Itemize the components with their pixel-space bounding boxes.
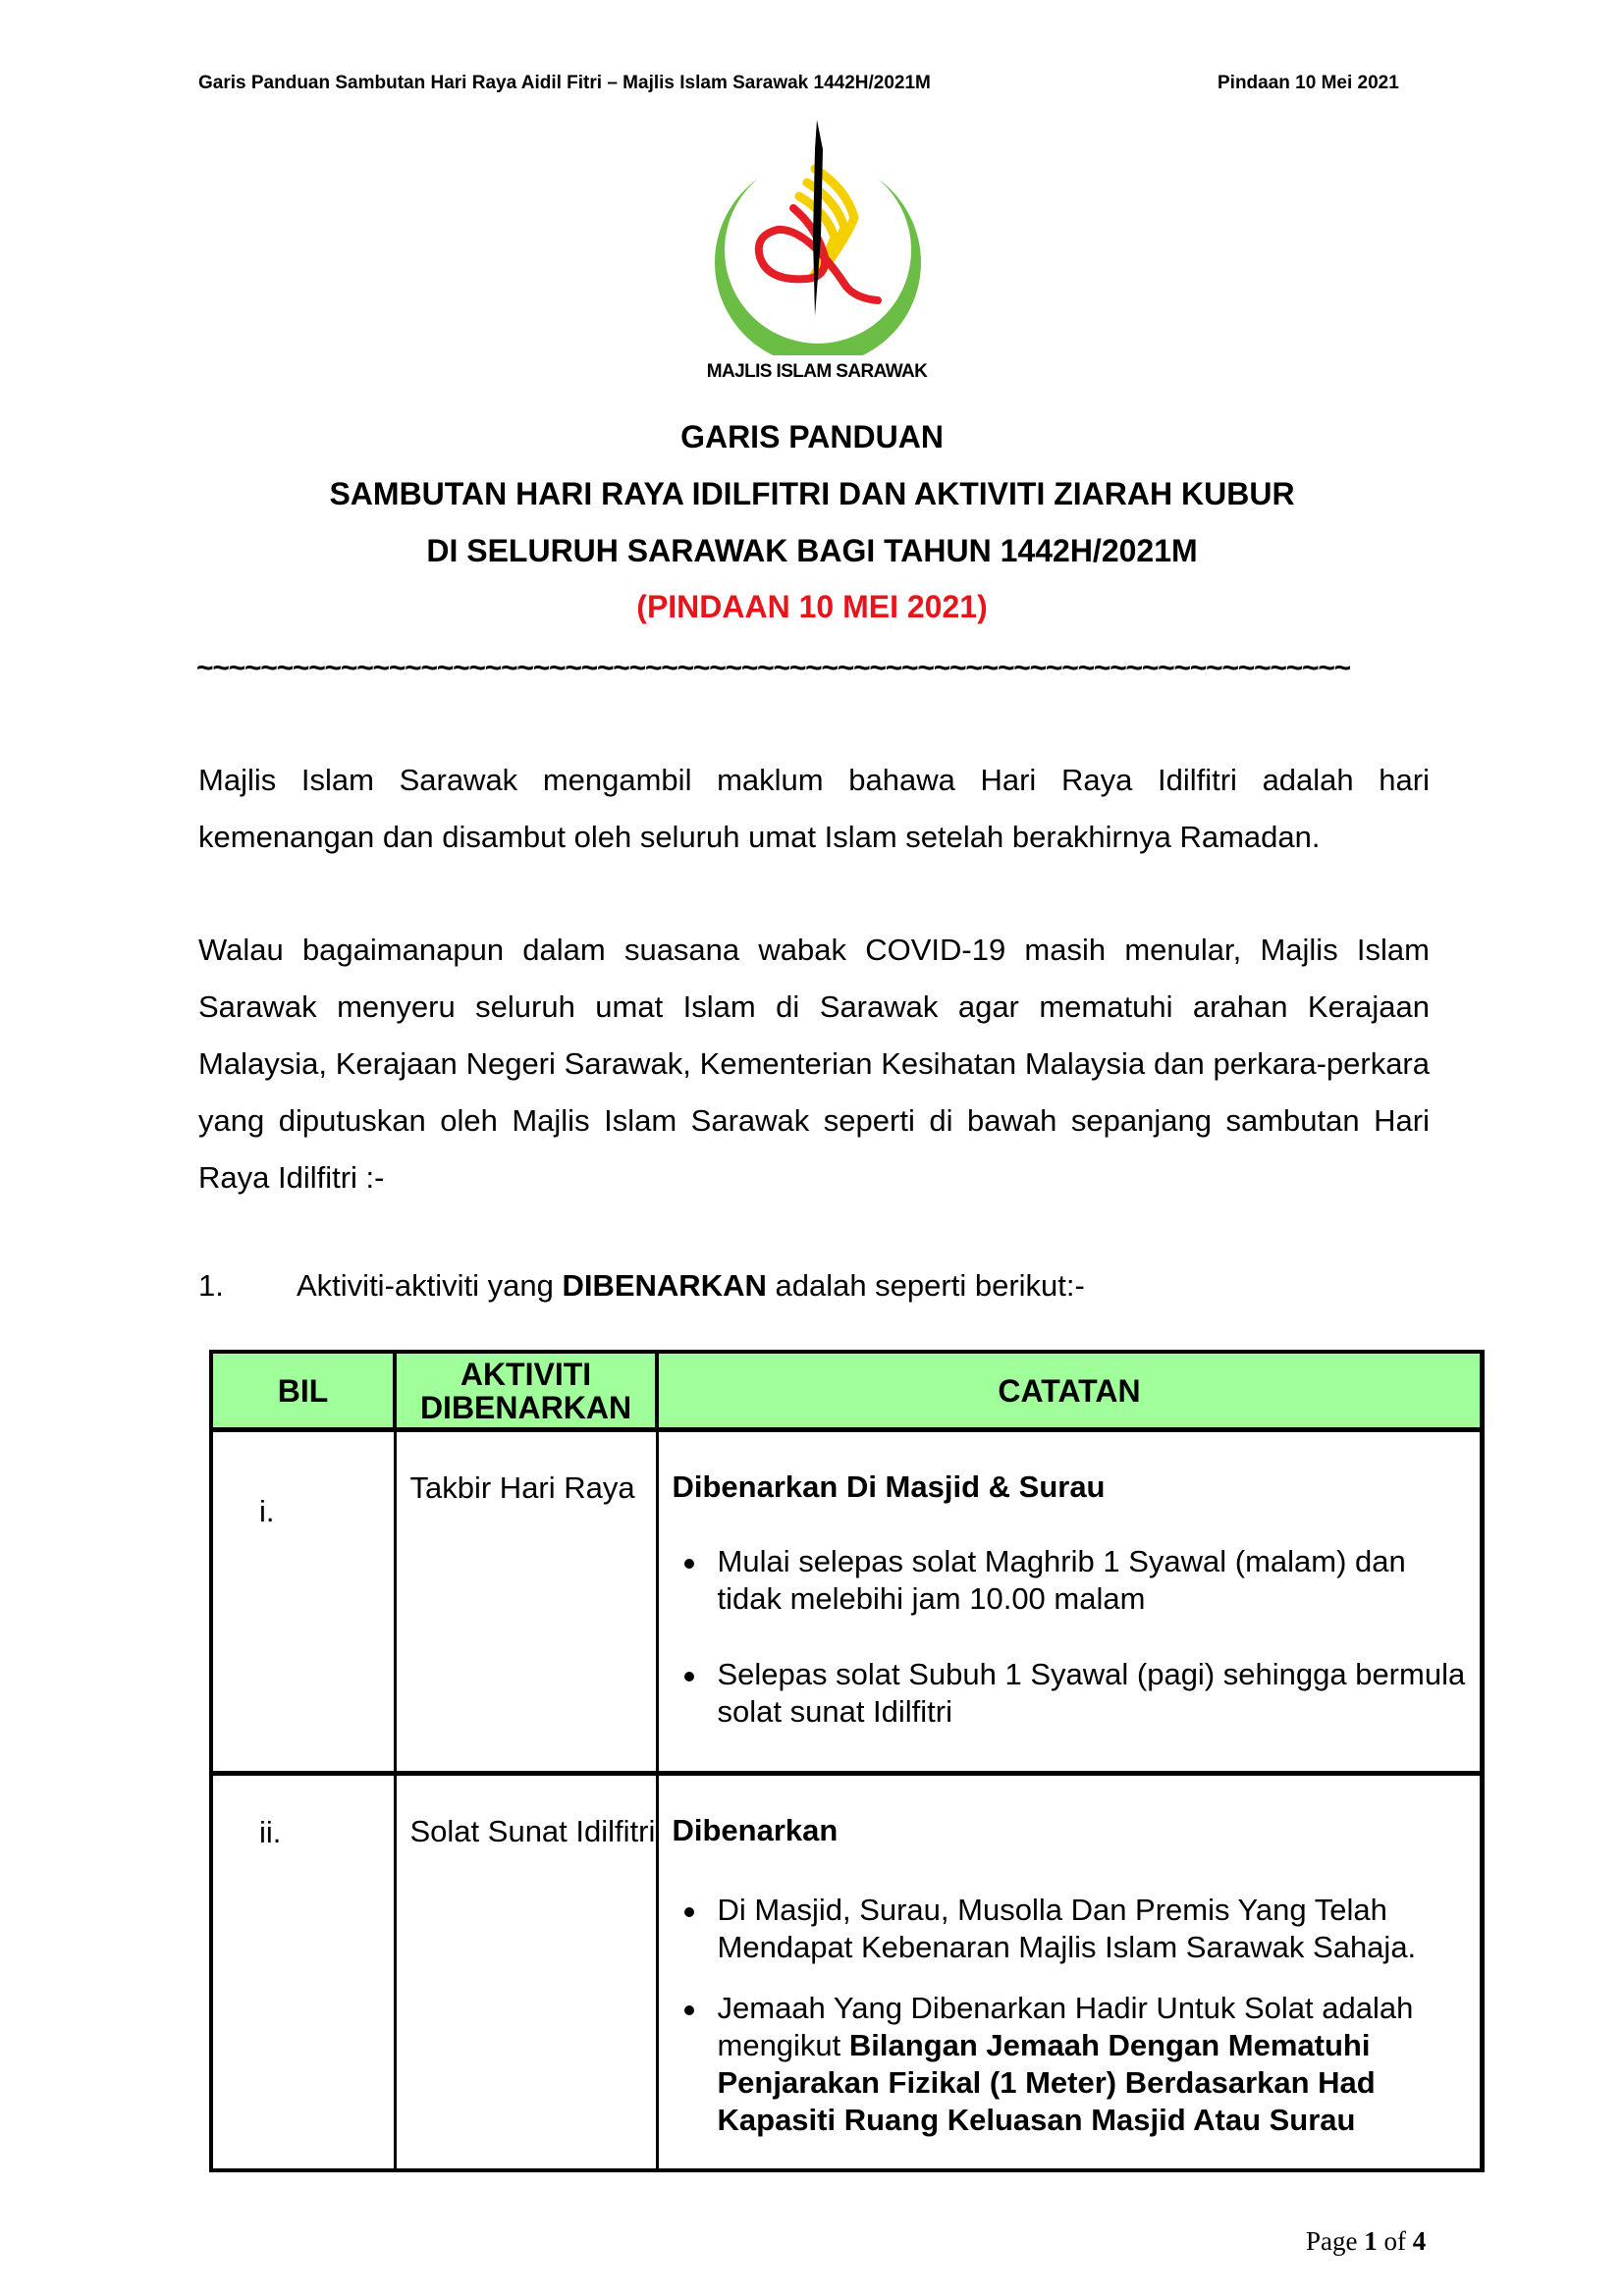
page-number-footer — [1306, 2226, 1426, 2257]
page-word: Page — [1306, 2226, 1358, 2256]
bullet-icon — [684, 1907, 694, 1917]
cell-catatan — [657, 1430, 1483, 1774]
tilde-separator: ~~~~~~~~~~~~~~~~~~~~~~~~~~~~~~~~~~~~~~~~~~~~~~~~~~~~~~~~~~~~~~~~~~~~~~~~ — [196, 652, 1351, 684]
note-bullet-list — [659, 1543, 1481, 1731]
numbered-item-1 — [198, 1268, 1085, 1304]
column-header-catatan: CATATAN — [657, 1352, 1483, 1430]
bullet-text-emphasis: Bilangan Jemaah Dengan Mematuhi Penjarakan Fizikal (1 Meter) Berdasarkan Had Kapasiti Ruang Keluasan Masjid Atau Surau — [717, 2028, 1376, 2137]
logo — [699, 120, 935, 397]
majlis-islam-sarawak-emblem-icon — [699, 120, 935, 355]
note-bullet — [718, 1990, 1481, 2139]
bullet-text: Di Masjid, Surau, Musolla Dan Premis Yang Telah Mendapat Kebenaran Majlis Islam Sarawak Sahaja. — [717, 1893, 1417, 1964]
note-bullet — [718, 1892, 1481, 1966]
document-subtitle-line-1: SAMBUTAN HARI RAYA IDILFITRI DAN AKTIVITI ZIARAH KUBUR — [329, 476, 1295, 511]
note-bullet — [718, 1543, 1481, 1618]
note-bullet-list — [659, 1892, 1481, 2139]
bullet-text: Mulai selepas solat Maghrib 1 Syawal (malam) dan tidak melebihi jam 10.00 malam — [717, 1544, 1406, 1616]
column-header-aktiviti-line-1: AKTIVITI — [460, 1356, 592, 1392]
amendment-label: (PINDAAN 10 MEI 2021) — [636, 589, 988, 624]
document-title: GARIS PANDUAN — [680, 419, 944, 454]
bullet-text: Jemaah Yang Dibenarkan Hadir Untuk Solat adalah mengikut — [717, 1991, 1414, 2062]
table-row — [211, 1774, 1483, 2171]
item-text-emphasis: DIBENARKAN — [562, 1268, 767, 1303]
column-header-aktiviti-line-2: DIBENARKAN — [419, 1389, 632, 1425]
logo-caption: MAJLIS ISLAM SARAWAK — [706, 361, 928, 382]
total-pages: 4 — [1412, 2226, 1427, 2256]
of-word: of — [1383, 2226, 1406, 2256]
cell-aktiviti — [395, 1774, 657, 2171]
directive-paragraph: Walau bagaimanapun dalam suasana wabak COVID-19 masih menular, Majlis Islam Sarawak menyeru seluruh umat Islam di Sarawak agar mematuhi arahan Kerajaan Malaysia, Kerajaan Negeri Sarawak, Kementerian Kesihatan Malaysia dan perkara-perkara yang diputuskan oleh Majlis Islam Sarawak seperti di bawah sepanjang sambutan Hari Raya Idilfitri :- — [198, 933, 1430, 1195]
bullet-icon — [684, 1672, 694, 1682]
note-heading: Dibenarkan — [672, 1813, 839, 1847]
column-header-bil: BIL — [211, 1352, 395, 1430]
row-number: i. — [259, 1494, 275, 1528]
intro-paragraph: Majlis Islam Sarawak mengambil maklum bahawa Hari Raya Idilfitri adalah hari kemenangan dan disambut oleh seluruh umat Islam setelah berakhirnya Ramadan. — [198, 763, 1430, 854]
document-subtitle-line-2: DI SELURUH SARAWAK BAGI TAHUN 1442H/2021M — [426, 533, 1198, 568]
table-row — [211, 1430, 1483, 1774]
activity-name: Takbir Hari Raya — [409, 1470, 635, 1505]
bullet-icon — [684, 1559, 694, 1569]
column-header-aktiviti — [395, 1352, 657, 1430]
row-number: ii. — [259, 1815, 282, 1849]
bullet-text: Selepas solat Subuh 1 Syawal (pagi) sehingga bermula solat sunat Idilfitri — [717, 1657, 1466, 1729]
running-header-title: Garis Panduan Sambutan Hari Raya Aidil Fitri – Majlis Islam Sarawak 1442H/2021M — [198, 73, 931, 93]
cell-bil — [211, 1774, 395, 2171]
cell-catatan — [657, 1774, 1483, 2171]
current-page-number: 1 — [1364, 2226, 1378, 2256]
cell-bil — [211, 1430, 395, 1774]
note-heading: Dibenarkan Di Masjid & Surau — [672, 1469, 1106, 1504]
running-header-amendment-date: Pindaan 10 Mei 2021 — [1218, 73, 1399, 93]
note-bullet — [718, 1656, 1481, 1731]
cell-aktiviti — [395, 1430, 657, 1774]
activity-name: Solat Sunat Idilfitri — [409, 1814, 656, 1848]
table-header-row — [211, 1352, 1483, 1430]
item-text-before: Aktiviti-aktiviti yang — [297, 1268, 563, 1303]
item-number: 1. — [198, 1268, 224, 1303]
item-text-after: adalah seperti berikut:- — [766, 1268, 1085, 1303]
bullet-icon — [684, 2005, 694, 2015]
permitted-activities-table — [209, 1350, 1485, 2172]
